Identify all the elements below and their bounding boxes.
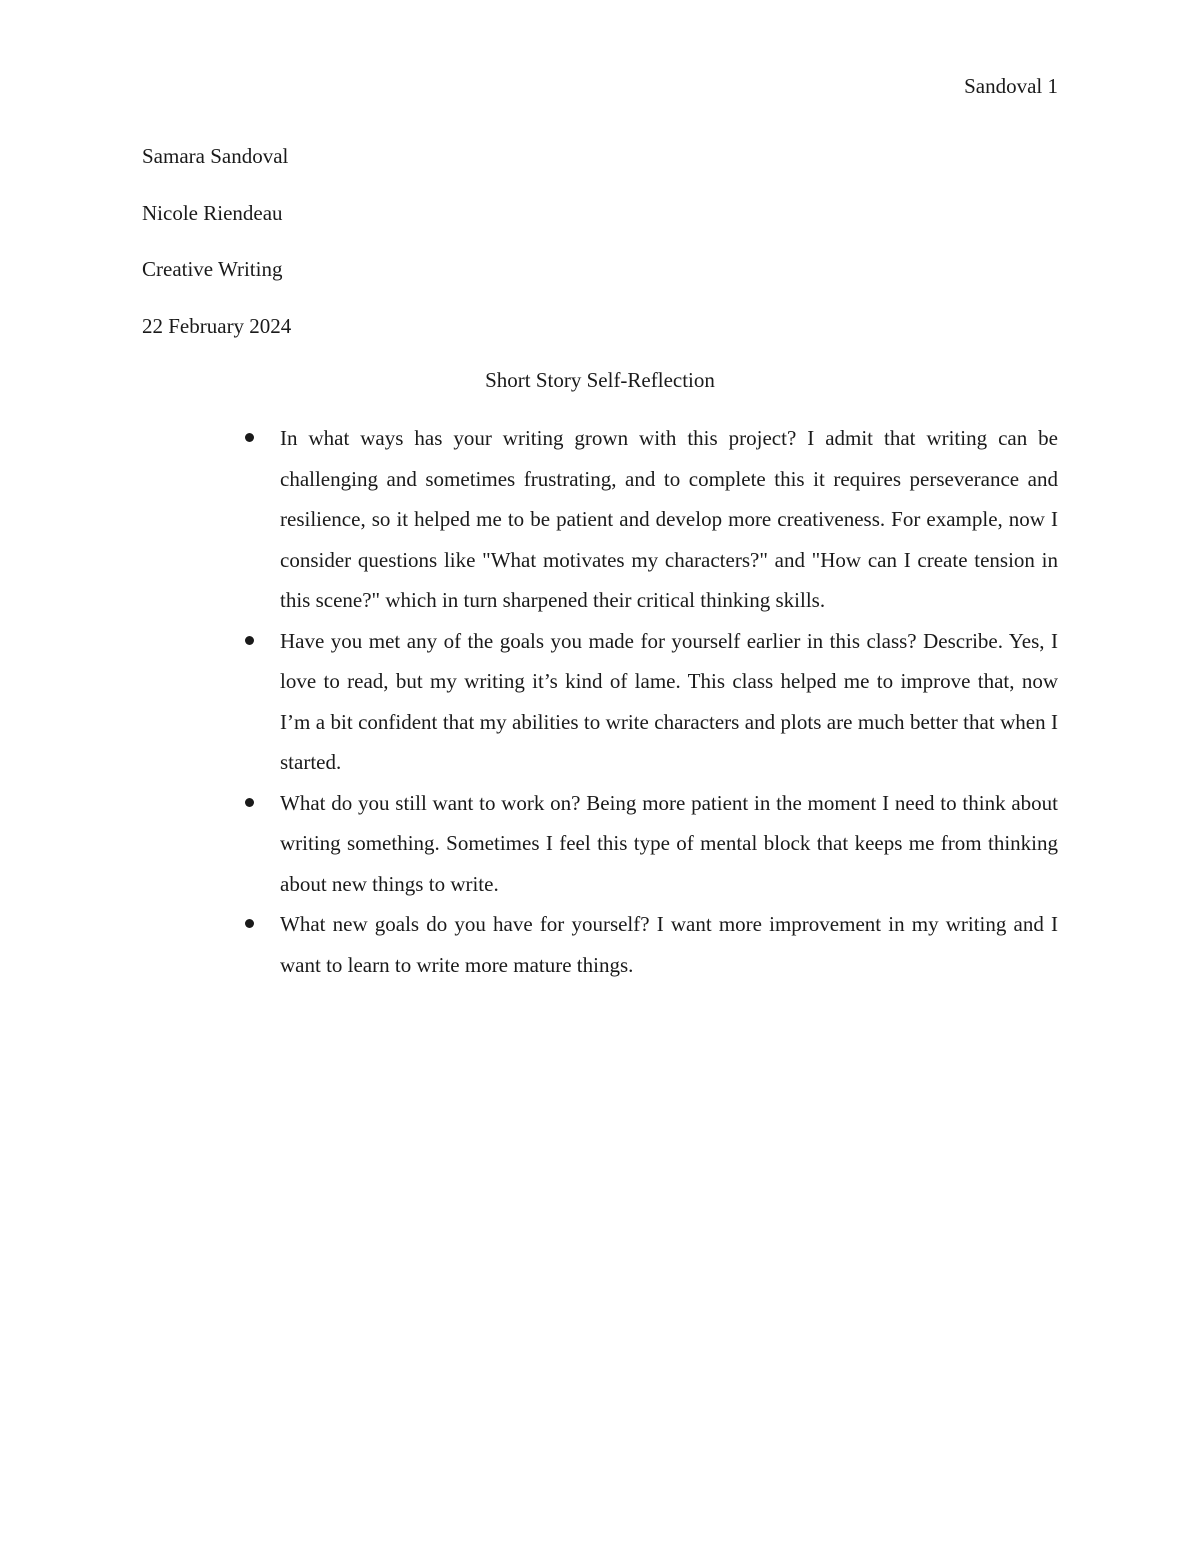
bullet-icon <box>245 636 254 645</box>
document-title: Short Story Self-Reflection <box>485 368 715 392</box>
list-item-text: Have you met any of the goals you made for yourself earlier in this class? Describe. Yes, I love to read, but my writing it’s kind of lame. This class helped me to improve that, now I’m a bit confident that my abilities to write characters and plots are much better that when I started. <box>280 628 1058 774</box>
student-name: Samara Sandoval <box>142 144 289 168</box>
list-item-text: What do you still want to work on? Being more patient in the moment I need to think about writing something. Sometimes I feel this type of mental block that keeps me from thinking about new things to write. <box>280 790 1058 896</box>
list-item-text: In what ways has your writing grown with this project? I admit that writing can be challenging and sometimes frustrating, and to complete this it requires perseverance and resilience, so it helped me to be patient and develop more creativeness. For example, now I consider questions like "What motivates my characters?" and "How can I create tension in this scene?" which in turn sharpened their critical thinking skills. <box>280 426 1058 612</box>
document-date: 22 February 2024 <box>142 313 292 338</box>
list-item-text: What new goals do you have for yourself? I want more improvement in my writing and I want to learn to write more mature things. <box>280 912 1058 977</box>
list-item <box>280 783 1058 905</box>
course-name: Creative Writing <box>142 257 283 281</box>
running-head-page-number: Sandoval 1 <box>964 74 1058 98</box>
reflection-list <box>280 418 1058 985</box>
instructor-name: Nicole Riendeau <box>142 200 283 225</box>
list-item <box>280 621 1058 783</box>
mla-heading <box>142 143 291 369</box>
list-item <box>280 904 1058 985</box>
list-item <box>280 418 1058 621</box>
bullet-icon <box>245 919 254 928</box>
bullet-icon <box>245 798 254 807</box>
bullet-icon <box>245 433 254 442</box>
